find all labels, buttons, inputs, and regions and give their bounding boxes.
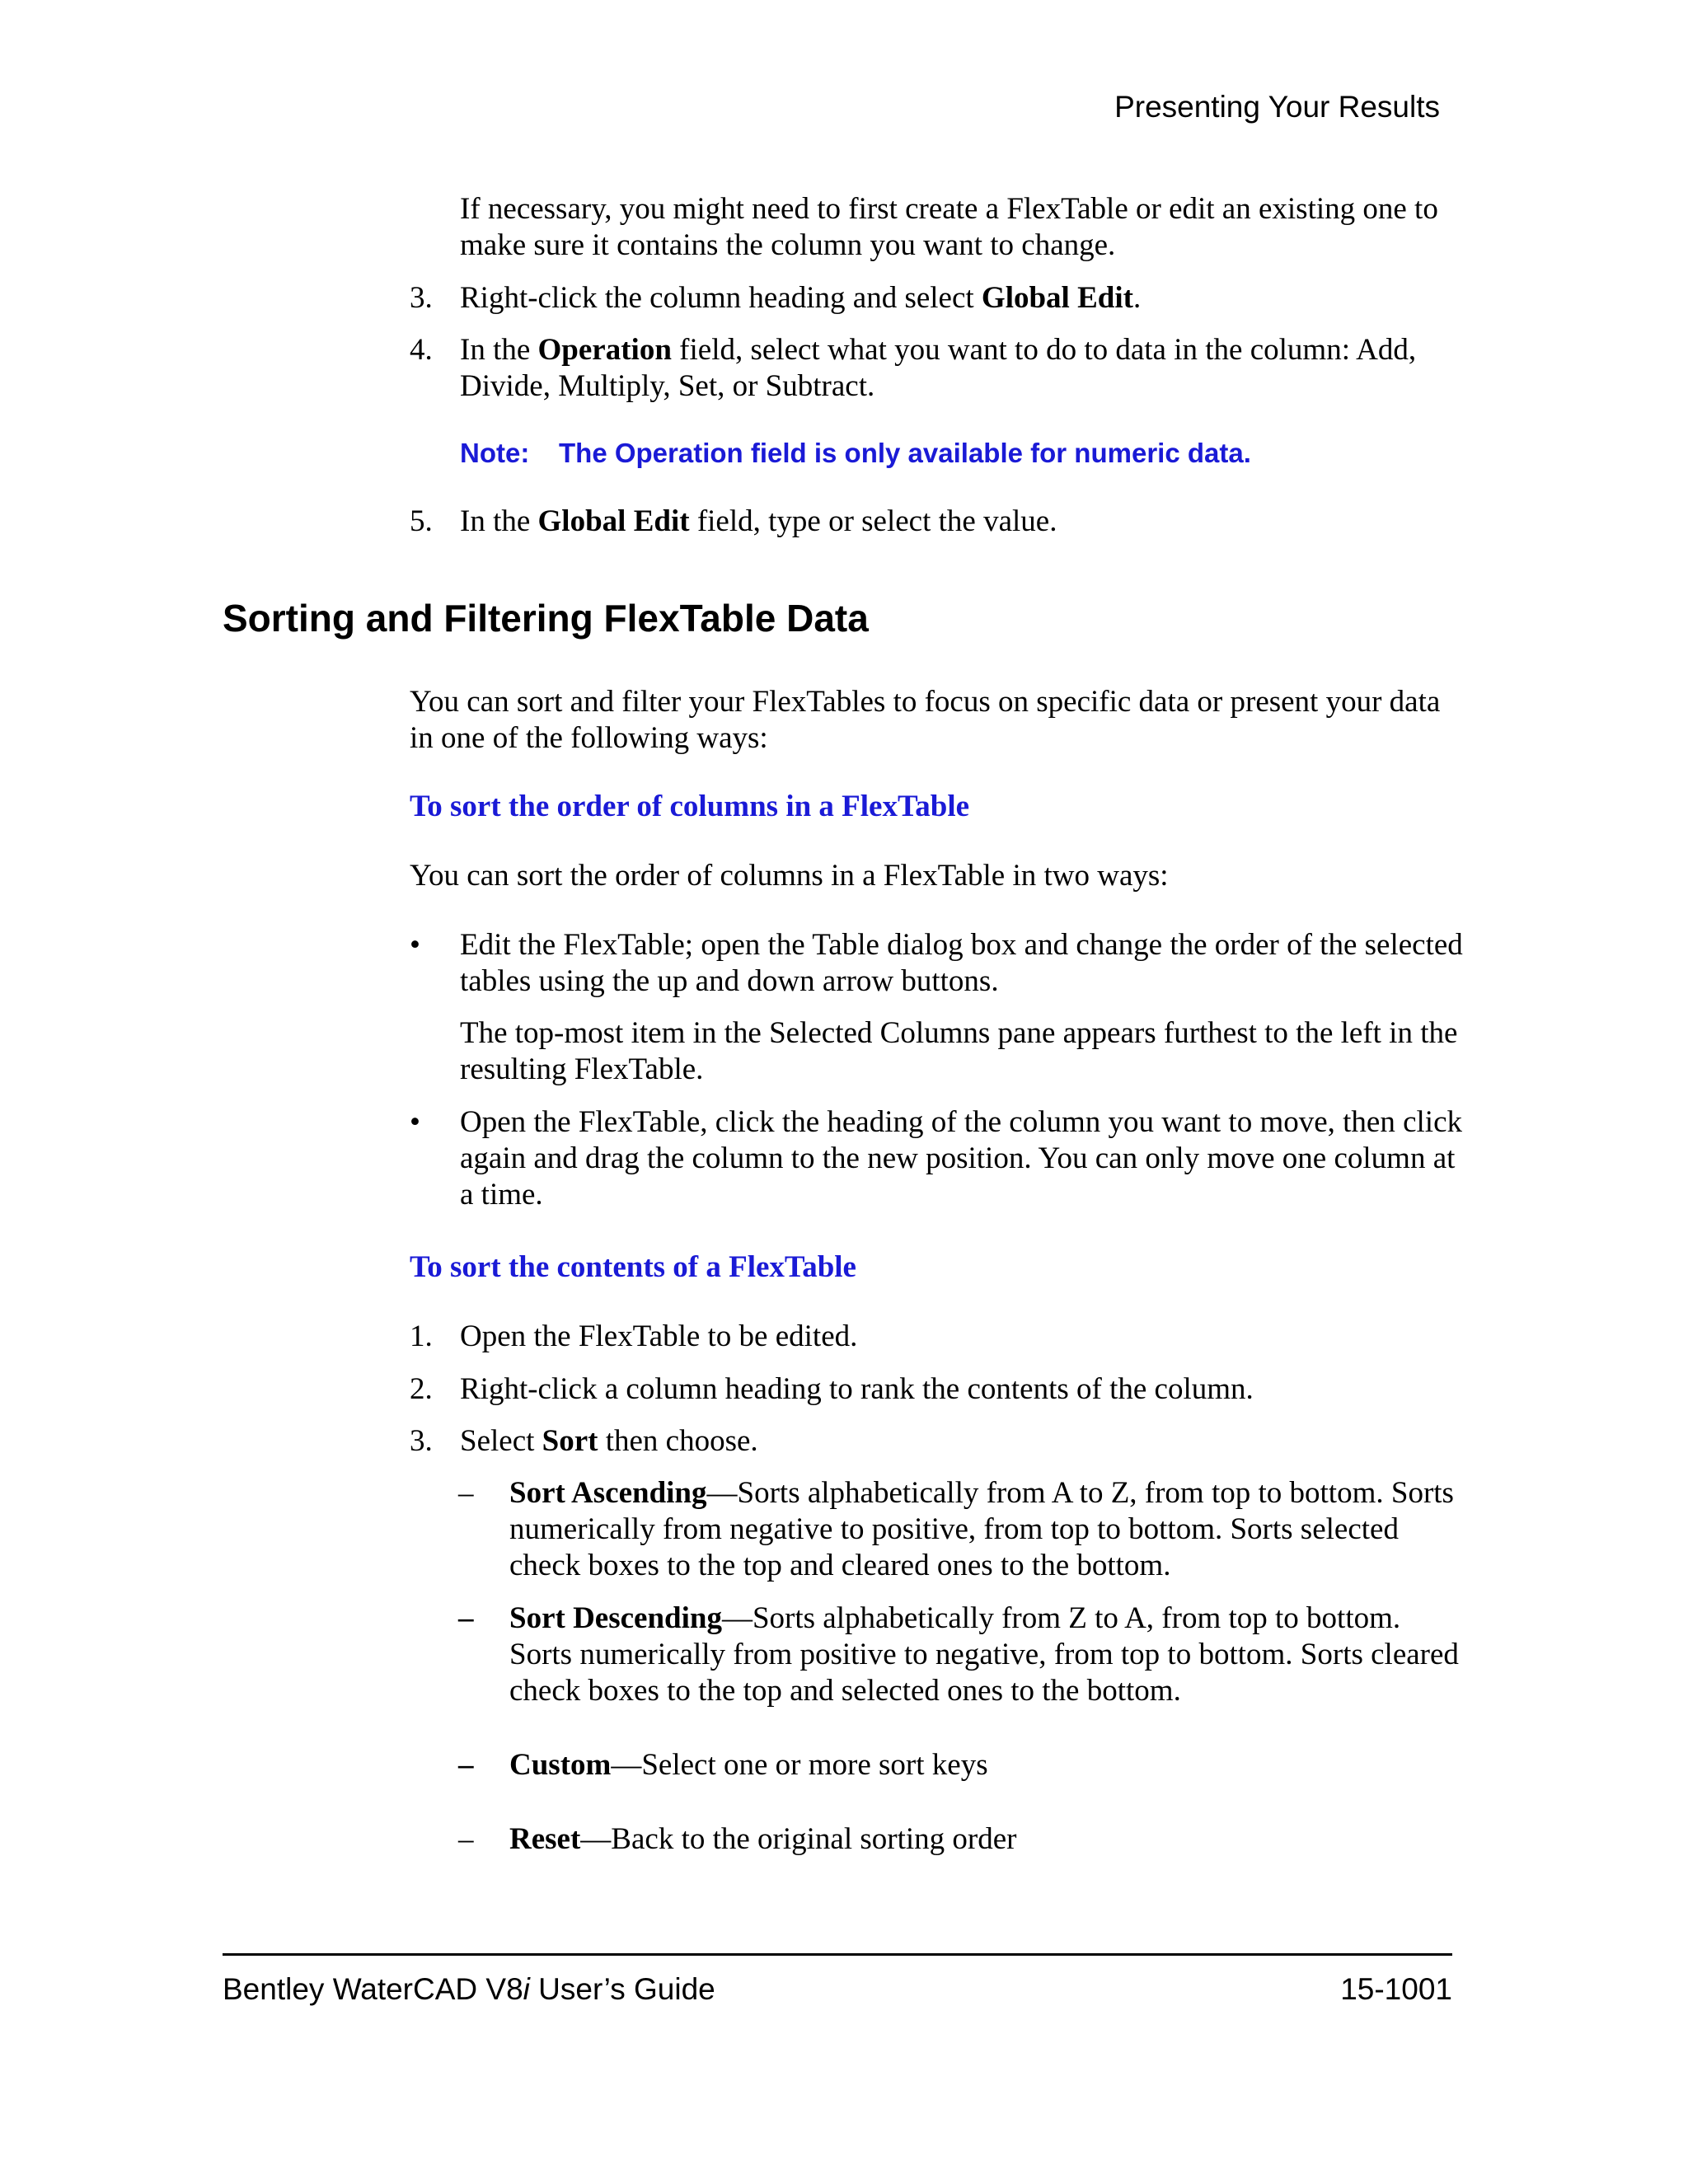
dash-marker: – (458, 1822, 474, 1856)
sort-option: Custom—Select one or more sort keys (509, 1748, 988, 1782)
bullet-note: The top-most item in the Selected Columns pane appears furthest to the left in the resulting FlexTable. (460, 1016, 1458, 1086)
running-head: Presenting Your Results (1114, 90, 1440, 124)
bullet: • (410, 928, 420, 962)
dash-marker: – (458, 1601, 474, 1635)
procedure-lead: You can sort the order of columns in a FlexTable in two ways: (410, 859, 1169, 893)
step-text: Right-click a column heading to rank the contents of the column. (460, 1372, 1254, 1406)
procedure-title: To sort the order of columns in a FlexTable (410, 790, 970, 823)
sort-option: Reset—Back to the original sorting order (509, 1822, 1017, 1856)
step-5-text: In the Global Edit field, type or select the value. (460, 504, 1057, 538)
step-number: 3. (410, 281, 433, 315)
dash-marker: – (458, 1748, 474, 1782)
dash-marker: – (458, 1476, 474, 1510)
bullet-item: Open the FlexTable, click the heading of the column you want to move, then click again and drag the column to the new position. You can only move one column at a time. (460, 1105, 1463, 1212)
procedure-title: To sort the contents of a FlexTable (410, 1250, 856, 1284)
footer-rule (223, 1953, 1452, 1956)
sort-option: Sort Ascending—Sorts alphabetically from A to Z, from top to bottom. Sorts numerically from negative to positive, from top to bottom. Sorts selected check boxes to the top and cleared ones to the bottom. (509, 1476, 1454, 1582)
footer-title: Bentley WaterCAD V8i User’s Guide (223, 1972, 715, 2006)
intro-continuation: If necessary, you might need to first create a FlexTable or edit an existing one to make sure it contains the column you want to change. (460, 192, 1438, 262)
step-4-text: In the Operation field, select what you want to do to data in the column: Add, Divide, Multiply, Set, or Subtract. (460, 333, 1417, 403)
bullet: • (410, 1105, 420, 1139)
step-number: 2. (410, 1372, 433, 1406)
page-number: 15-1001 (1340, 1972, 1452, 2006)
bullet-item: Edit the FlexTable; open the Table dialog box and change the order of the selected tables using the up and down arrow buttons. (460, 928, 1463, 998)
step-number: 5. (410, 504, 433, 538)
section-intro: You can sort and filter your FlexTables to focus on specific data or present your data in one of the following ways: (410, 685, 1441, 755)
note-label: Note: (460, 438, 530, 468)
note (460, 435, 1251, 471)
step-text: Select Sort then choose. (460, 1424, 758, 1458)
step-number: 4. (410, 333, 433, 367)
step-text: Open the FlexTable to be edited. (460, 1319, 858, 1353)
step-3-text: Right-click the column heading and select Global Edit. (460, 281, 1142, 315)
note-text: The Operation field is only available for numeric data. (559, 438, 1251, 468)
sort-option: Sort Descending—Sorts alphabetically from Z to A, from top to bottom. Sorts numerically from positive to negative, from top to bottom. Sorts cleared check boxes to the top and selected ones to the bottom. (509, 1601, 1459, 1708)
step-number: 1. (410, 1319, 433, 1353)
section-title: Sorting and Filtering FlexTable Data (223, 597, 869, 640)
step-number: 3. (410, 1424, 433, 1458)
